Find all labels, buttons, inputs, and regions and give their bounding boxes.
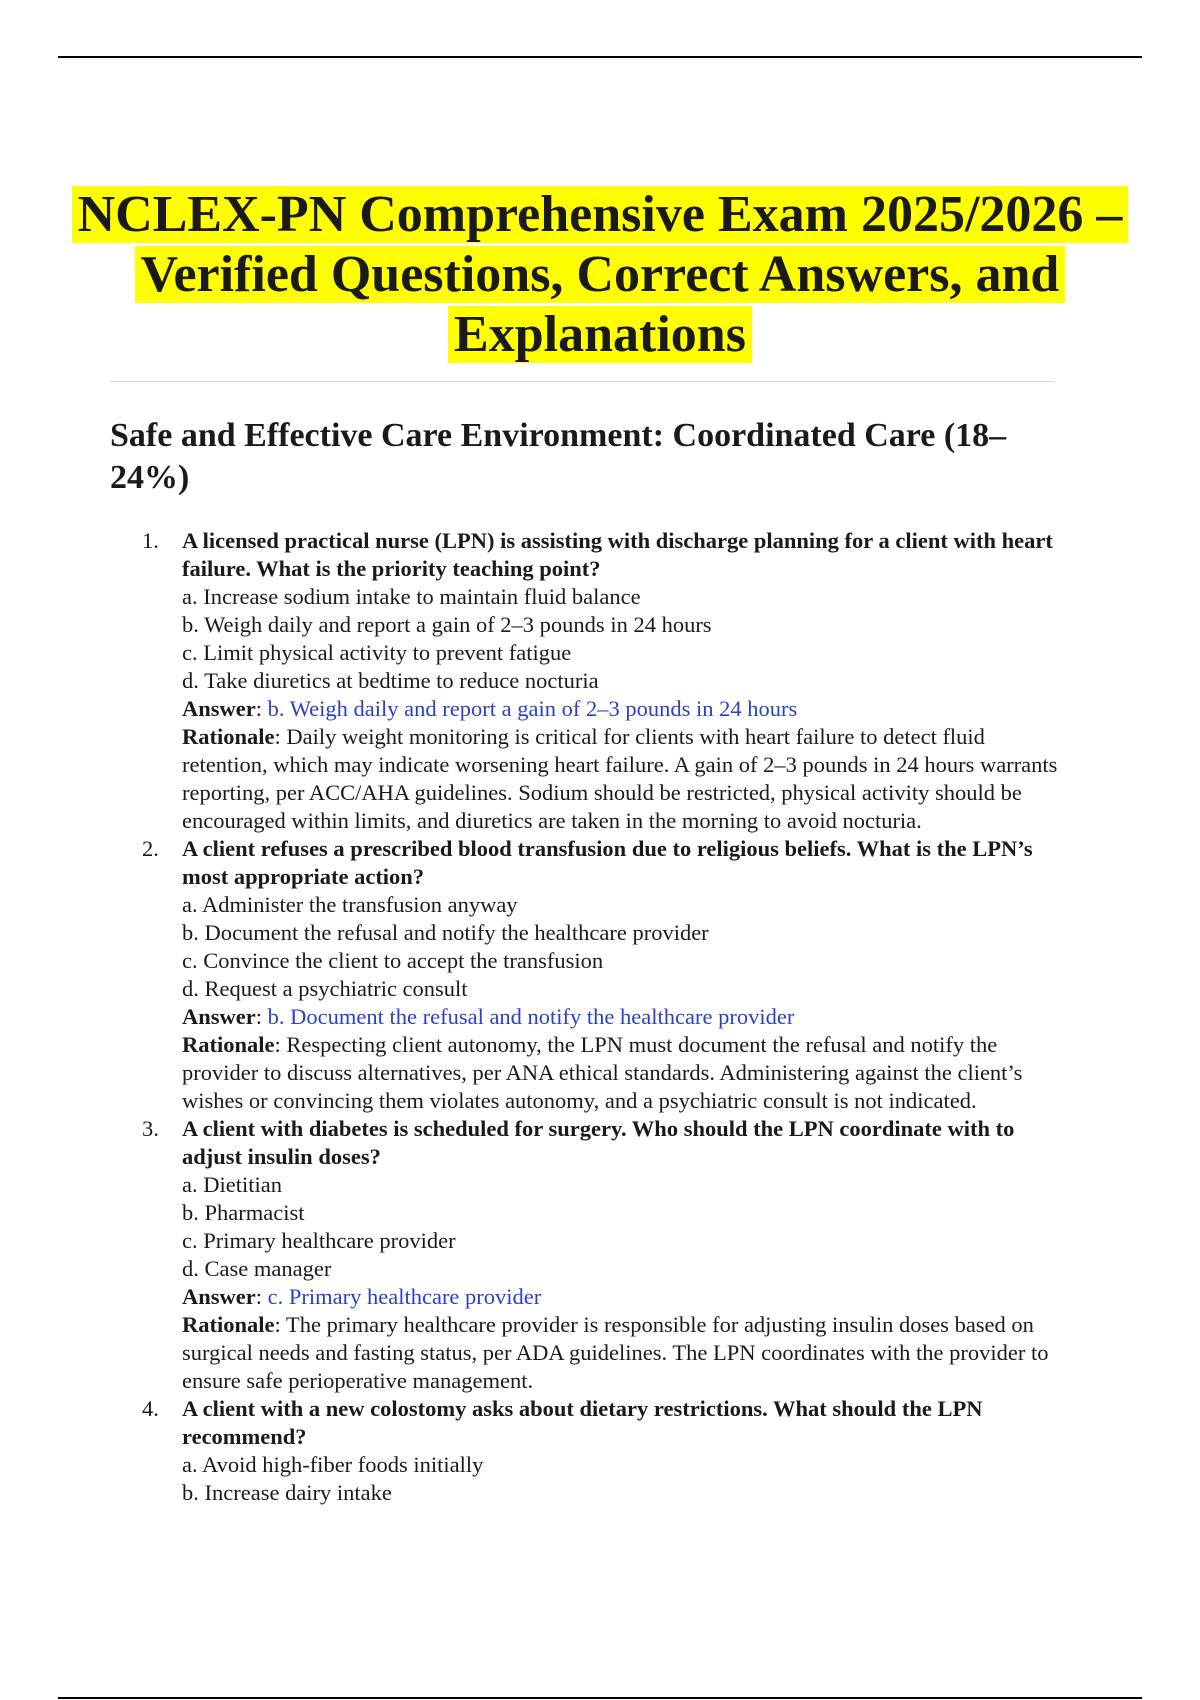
rationale-text: The primary healthcare provider is responsible for adjusting insulin doses based on surgical needs and fasting status, per ADA guidelines. The LPN coordinates with the provider to ensure safe perioperative management.	[182, 1312, 1049, 1393]
answer-option: c. Limit physical activity to prevent fatigue	[182, 640, 572, 665]
rationale-text: Respecting client autonomy, the LPN must document the refusal and notify the provider to discuss alternatives, per ANA ethical standards. Administering against the client’s wishes or convincing them violates autonomy, and a psychiatric consult is not indicated.	[182, 1032, 1023, 1113]
rationale-label: Rationale	[182, 724, 275, 749]
answer-option: d. Take diuretics at bedtime to reduce nocturia	[182, 668, 599, 693]
question-item	[0, 1395, 1200, 1507]
title-divider	[110, 381, 1054, 382]
question-number: 4.	[142, 1396, 159, 1421]
question-number: 1.	[142, 528, 159, 553]
answer-option: b. Document the refusal and notify the healthcare provider	[182, 920, 709, 945]
answer-option: a. Administer the transfusion anyway	[182, 892, 518, 917]
correct-answer: b. Document the refusal and notify the healthcare provider	[267, 1004, 795, 1029]
answer-option: b. Pharmacist	[182, 1200, 305, 1225]
answer-label: Answer	[182, 1284, 256, 1309]
question-list	[0, 527, 1200, 1507]
correct-answer: c. Primary healthcare provider	[267, 1284, 542, 1309]
question-item	[0, 1115, 1200, 1395]
answer-option: b. Weigh daily and report a gain of 2–3 pounds in 24 hours	[182, 612, 712, 637]
answer-option: b. Increase dairy intake	[182, 1480, 392, 1505]
answer-line: Answer: c. Primary healthcare provider	[182, 1284, 542, 1309]
rationale-label: Rationale	[182, 1032, 275, 1057]
answer-option: d. Case manager	[182, 1256, 332, 1281]
correct-answer: b. Weigh daily and report a gain of 2–3 pounds in 24 hours	[267, 696, 798, 721]
question-item	[0, 527, 1200, 835]
rationale: Rationale: Daily weight monitoring is critical for clients with heart failure to detect fluid retention, which may indicate worsening heart failure. A gain of 2–3 pounds in 24 hours warrants reporting, per ACC/AHA guidelines. Sodium should be restricted, physical activity should be encouraged within limits, and diuretics are taken in the morning to avoid nocturia.	[182, 724, 1058, 833]
question-stem: A client with a new colostomy asks about dietary restrictions. What should the LPN recommend?	[182, 1396, 983, 1449]
answer-option: a. Increase sodium intake to maintain fluid balance	[182, 584, 641, 609]
top-rule	[58, 56, 1142, 58]
bottom-rule	[58, 1697, 1142, 1699]
rationale: Rationale: The primary healthcare provider is responsible for adjusting insulin doses based on surgical needs and fasting status, per ADA guidelines. The LPN coordinates with the provider to ensure safe perioperative management.	[182, 1312, 1049, 1393]
answer-option: d. Request a psychiatric consult	[182, 976, 468, 1001]
answer-option: c. Convince the client to accept the transfusion	[182, 948, 604, 973]
answer-label: Answer	[182, 696, 256, 721]
question-stem: A licensed practical nurse (LPN) is assisting with discharge planning for a client with heart failure. What is the priority teaching point?	[182, 528, 1053, 581]
answer-label: Answer	[182, 1004, 256, 1029]
answer-option: a. Dietitian	[182, 1172, 282, 1197]
question-stem: A client with diabetes is scheduled for surgery. Who should the LPN coordinate with to adjust insulin doses?	[182, 1116, 1015, 1169]
question-stem: A client refuses a prescribed blood transfusion due to religious beliefs. What is the LPN’s most appropriate action?	[182, 836, 1033, 889]
rationale: Rationale: Respecting client autonomy, the LPN must document the refusal and notify the provider to discuss alternatives, per ANA ethical standards. Administering against the client’s wishes or convincing them violates autonomy, and a psychiatric consult is not indicated.	[182, 1032, 1023, 1113]
question-number: 3.	[142, 1116, 159, 1141]
question-number: 2.	[142, 836, 159, 861]
answer-line: Answer: b. Weigh daily and report a gain of 2–3 pounds in 24 hours	[182, 696, 798, 721]
question-item	[0, 835, 1200, 1115]
rationale-text: Daily weight monitoring is critical for clients with heart failure to detect fluid retention, which may indicate worsening heart failure. A gain of 2–3 pounds in 24 hours warrants reporting, per ACC/AHA guidelines. Sodium should be restricted, physical activity should be encouraged within limits, and diuretics are taken in the morning to avoid nocturia.	[182, 724, 1058, 833]
answer-option: c. Primary healthcare provider	[182, 1228, 456, 1253]
answer-option: a. Avoid high-fiber foods initially	[182, 1452, 484, 1477]
section-heading: Safe and Effective Care Environment: Coordinated Care (18–24%)	[110, 417, 1007, 496]
document-title-highlight: NCLEX-PN Comprehensive Exam 2025/2026 – Verified Questions, Correct Answers, and Explanations	[72, 186, 1129, 363]
answer-line: Answer: b. Document the refusal and notify the healthcare provider	[182, 1004, 795, 1029]
rationale-label: Rationale	[182, 1312, 275, 1337]
document-title	[60, 185, 1140, 365]
